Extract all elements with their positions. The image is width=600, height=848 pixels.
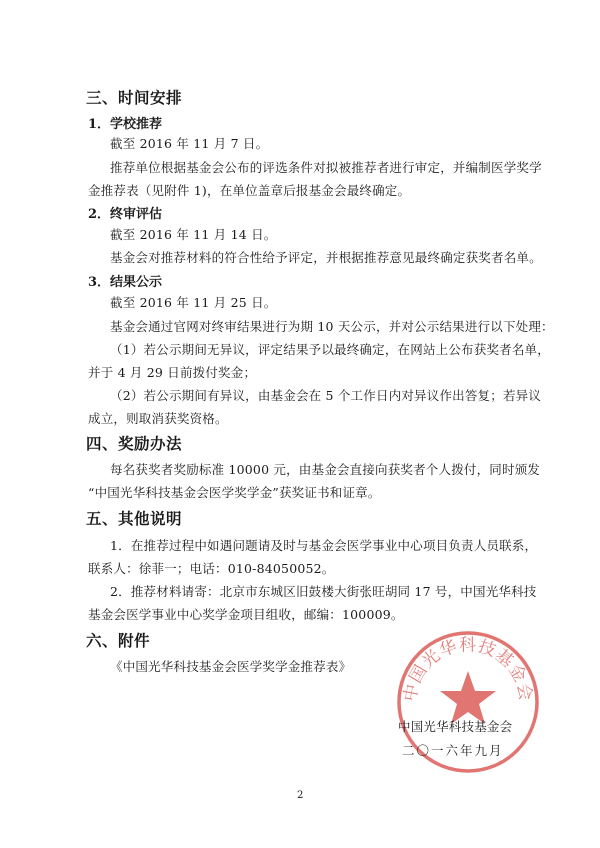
publicity-item-line: （2）若公示期间有异议，由基金会在 5 个工作日内对异议作出答复；若异议 (110, 388, 542, 403)
other-contact-line: 联系人：徐菲一；电话：010-84050052。 (88, 561, 335, 576)
school-body-line: 金推荐表（见附件 1)，在单位盖章后报基金会最终确定。 (88, 183, 411, 198)
page-number: 2 (297, 790, 304, 801)
section-heading-other: 五、其他说明 (86, 509, 183, 528)
signature-organization: 中国光华科技基金会 (398, 719, 513, 734)
other-body-line: 2．推荐材料请寄：北京市东城区旧鼓楼大街张旺胡同 17 号，中国光华科技 (110, 584, 537, 599)
review-body-line: 基金会对推荐材料的符合性给予评定，并根据推荐意见最终确定获奖者名单。 (110, 250, 542, 265)
section-heading-attachment: 六、附件 (86, 631, 151, 650)
publicity-body-line: 基金会通过官网对终审结果进行为期 10 天公示，并对公示结果进行以下处理： (110, 319, 554, 334)
school-body-line: 推荐单位根据基金会公布的评选条件对拟被推荐者进行审定，并编制医学奖学 (110, 160, 542, 175)
subheading-final-review: 2．终审评估 (88, 207, 163, 222)
publicity-item-line: （1）若公示期间无异议，评定结果予以最终确定，在网站上公布获奖者名单， (110, 342, 550, 357)
reward-body-line: 每名获奖者奖励标准 10000 元，由基金会直接向获奖者个人拨付，同时颁发 (110, 462, 541, 477)
review-deadline: 截至 2016 年 11 月 14 日。 (110, 227, 277, 242)
signature-date: 二〇一六年九月 (402, 743, 504, 758)
section-heading-reward: 四、奖励办法 (86, 434, 183, 453)
publicity-deadline: 截至 2016 年 11 月 25 日。 (110, 295, 277, 310)
attachment-title: 《中国光华科技基金会医学奖学金推荐表》 (110, 659, 352, 674)
subheading-school-recommendation: 1．学校推荐 (88, 117, 163, 132)
school-deadline: 截至 2016 年 11 月 7 日。 (110, 136, 269, 151)
subheading-result-publicity: 3．结果公示 (88, 275, 163, 290)
section-heading-schedule: 三、时间安排 (86, 88, 183, 107)
other-body-line: 1．在推荐过程中如遇问题请及时与基金会医学事业中心项目负责人员联系， (110, 538, 538, 553)
publicity-item-line: 并于 4 月 29 日前拨付奖金； (88, 365, 257, 380)
other-address-line: 基金会医学事业中心奖学金项目组收，邮编：100009。 (88, 607, 404, 622)
seal-text: 中国光华科技基金会 (400, 635, 536, 703)
reward-body-line: “中国光华科技基金会医学奖学金”获奖证书和证章。 (88, 485, 381, 500)
publicity-item-line: 成立，则取消获奖资格。 (88, 411, 228, 426)
